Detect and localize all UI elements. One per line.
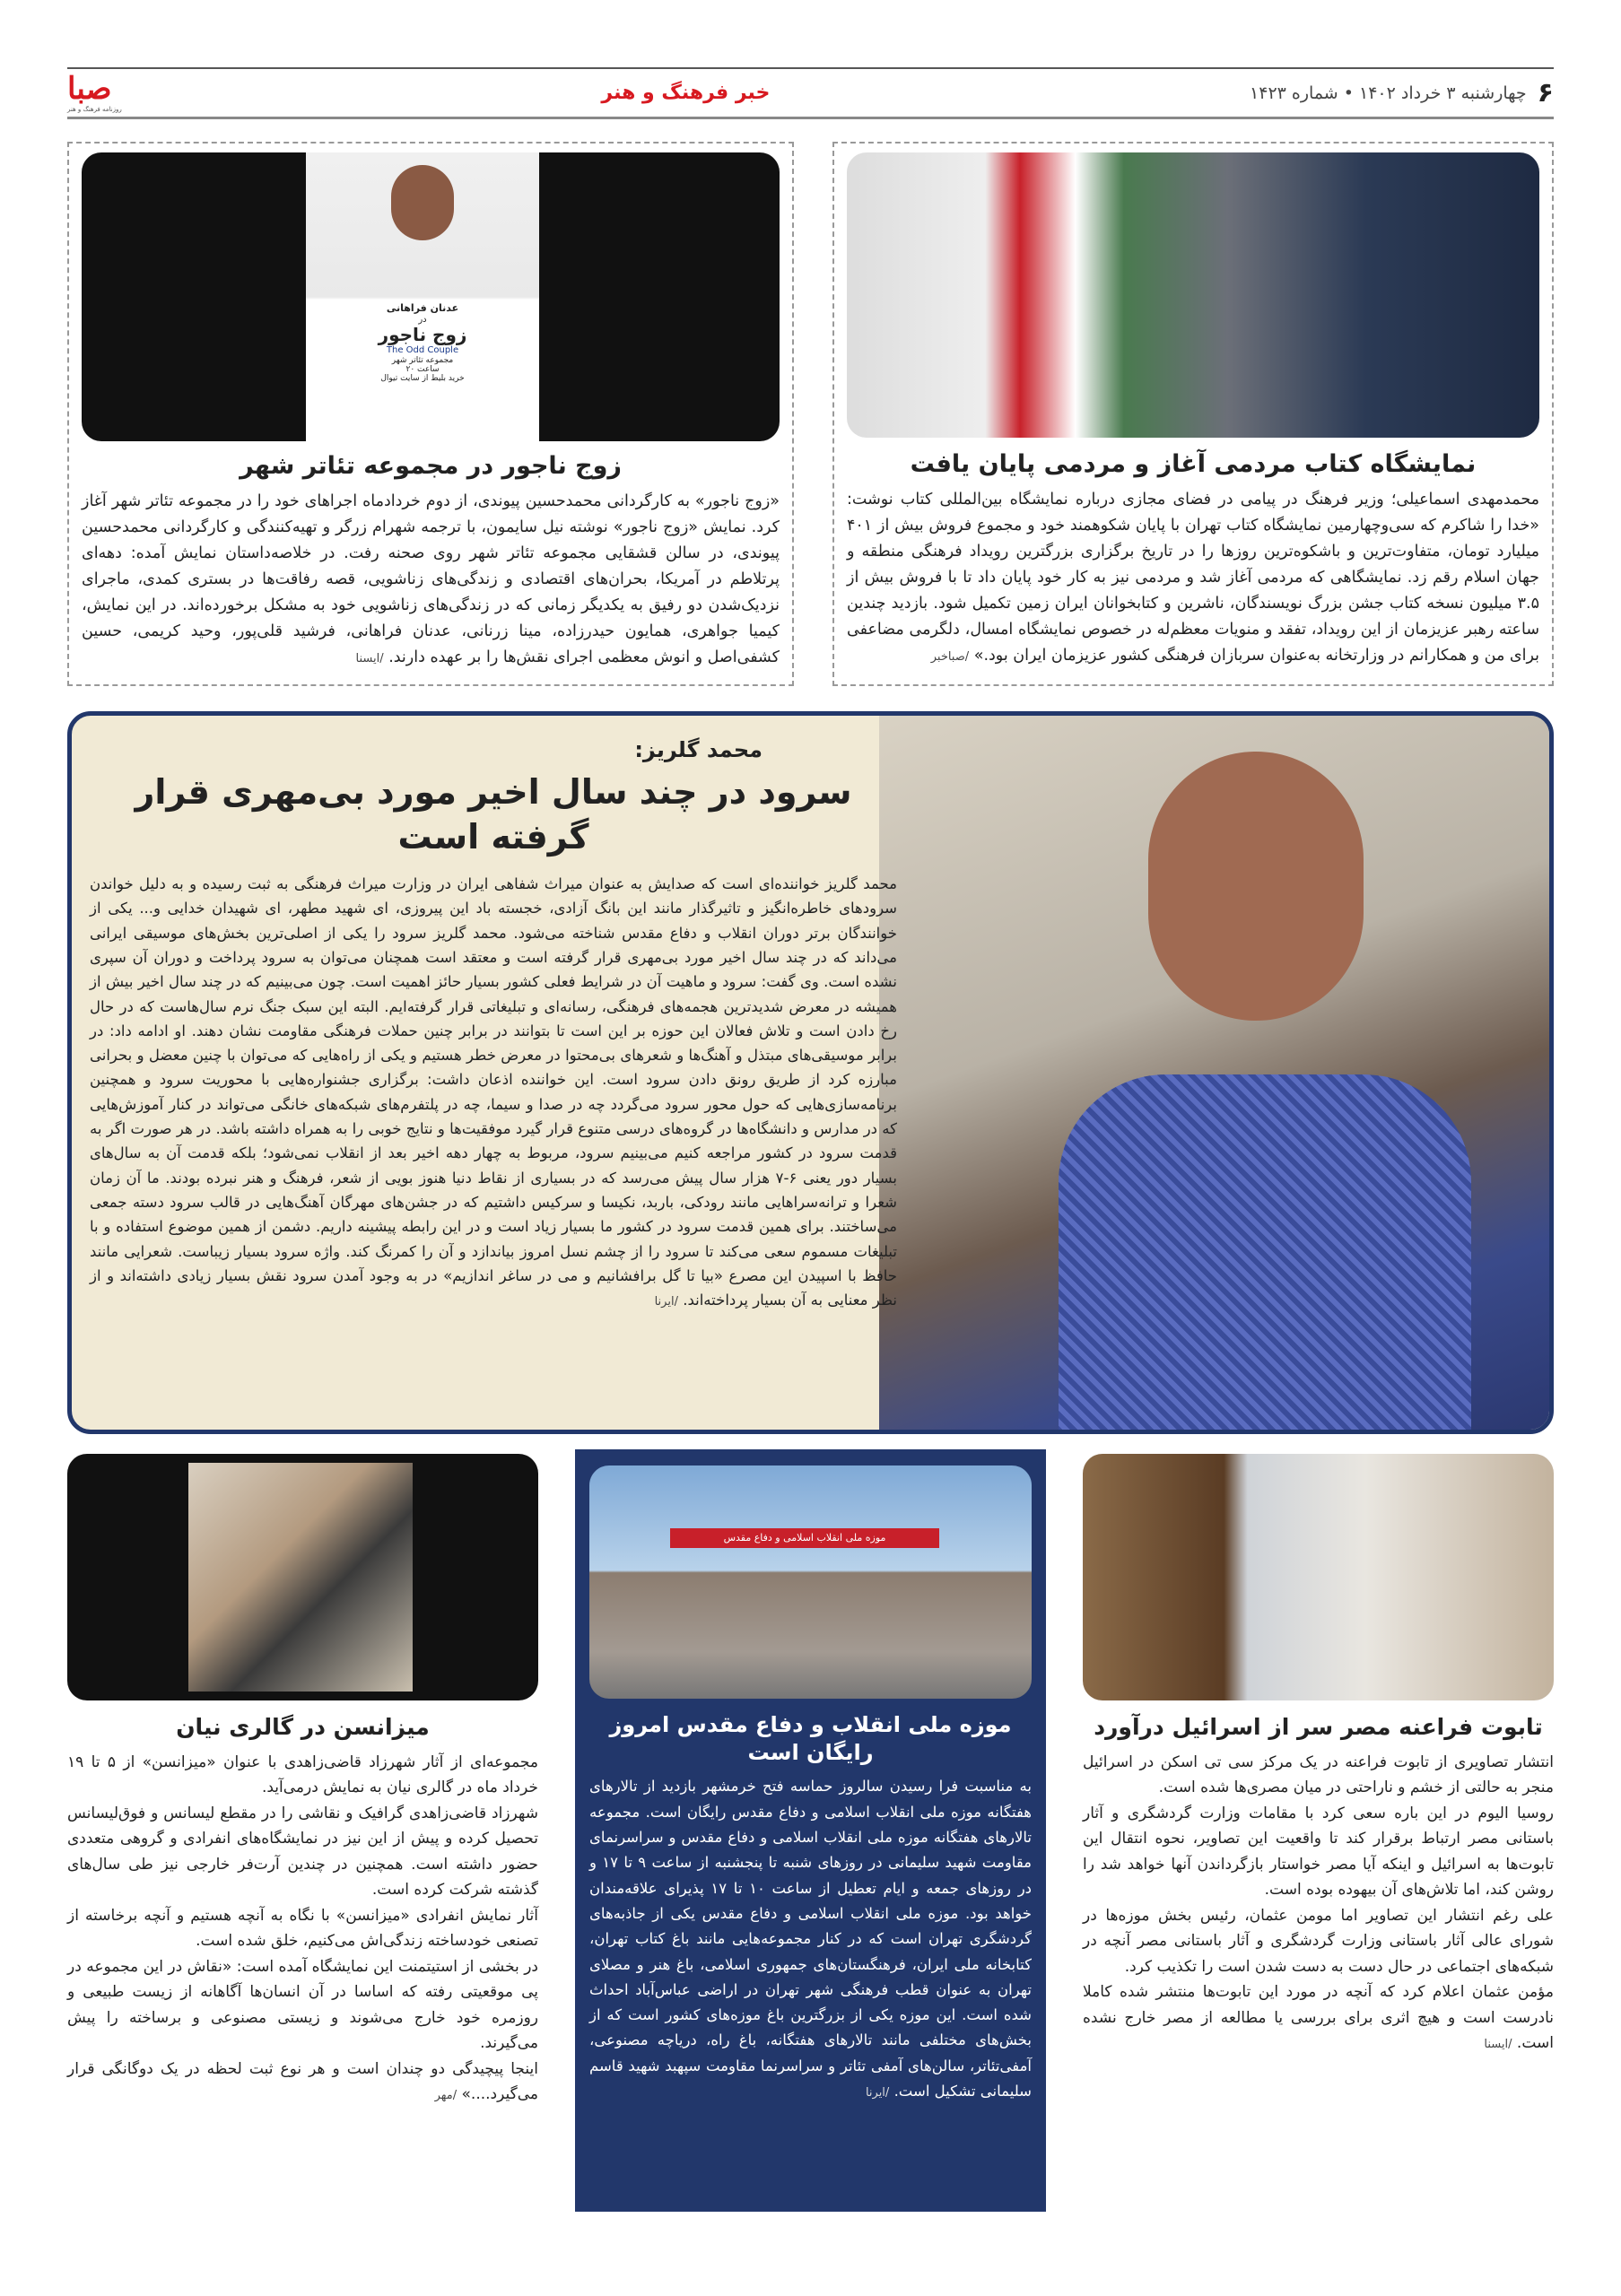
paragraph: انتشار تصاویری از تابوت فراعنه در یک مرکز سی تی اسکن در اسرائیل منجر به حالتی از خشم و ناراحتی در میان مصری‌ها شده است. <box>1083 1752 1554 1797</box>
poster-line: عدنان فراهانی <box>386 302 459 314</box>
coffin-body <box>1083 1750 1554 2058</box>
feature-body <box>90 872 897 1314</box>
page-header <box>67 67 1554 119</box>
museum-body <box>589 1774 1032 2106</box>
paragraph: روسیا الیوم در این باره سعی کرد با مقامات وزارت گردشگری و آثار باستانی مصر ارتباط برقرار کند تا واقعیت این تصاویر، نحوه انتقال این تابوت‌ها به اسرائیل و اینکه آیا مصر خواستار بازگرداندن آنها خواهد شد را روشن کند، اما تلاش‌های آن بیهوده بوده است. <box>1083 1804 1554 1900</box>
book-fair-body <box>847 487 1539 670</box>
body-text: محمد گلریز خواننده‌ای است که صدایش به عنوان میراث شفاهی ایران در وزارت میراث فرهنگی به ثبت رسیده و به دلیل خواندن سرودهای خاطره‌انگیز و تاثیرگذار مانند این بانگ آزادی، خجسته باد این پیروزی، ای شهید مطهر، ای شهیدان خدایی و... یکی از خوانندگان برتر دوران انقلاب و دفاع مقدس شناخته می‌شود. محمد گلریز سرود را یکی از اصلی‌ترین بخش‌های موسیقی ایرانی می‌داند که در چند سال اخیر مورد بی‌مهری قرار گرفته است و معتقد است همچنان می‌توان به سرود پرداخت و دوران آن سپری نشده است. وی گفت: سرود و ماهیت آن در شرایط فعلی کشور بسیار حائز اهمیت است. چون می‌بینیم که در چند سال اخیر بیش از همیشه در معرض شدیدترین هجمه‌های فرهنگی، رسانه‌ای و تبلیغاتی قرار گرفته‌ایم. البته این سبک جنگ نرم سال‌هاست که در حال رخ دادن است و تلاش فعالان این حوزه بر این است تا بتوانند در برابر چنین حملات فرهنگی مقاومت نشان دهند. او ادامه داد: در برابر موسیقی‌های مبتذل و آهنگ‌ها و شعرهای بی‌محتوا در معرض خطر هستیم و یکی از راه‌هایی که می‌توان با چنین معضل و بحرانی مبارزه کرد از طریق رونق دادن سرود است. این خواننده اذعان داشت: برگزاری جشنواره‌هایی با محوریت سرود و همچنین برنامه‌سازی‌هایی که حول محور سرود می‌گردد چه در صدا و سیما، چه در پلتفرم‌های شبکه‌های خانگی می‌تواند در کنار آموزش‌هایی که در مدارس و دانشگاه‌ها در گروه‌های درسی متنوع قرار گیرد موفقیت‌ها و نتایج خوبی را به همراه داشته باشد. در هر صورت اگر به قدمت سرود در کشور مراجعه کنیم می‌بینیم سرود، مربوط به چهار دهه اخیر بعد از انقلاب نمی‌شود؛ بلکه قدمت آن به سال‌های بسیار دور یعنی ۶-۷ هزار سال پیش می‌رسد که در بسیاری از نقاط دنیا هنوز بویی از شعر، فرهنگ و هنر نبرده بودند. ما آن زمان شعرا و ترانه‌سراهایی مانند رودکی، باربد، نکیسا و سرکیس داشتیم که در جشن‌های مهرگان آهنگ‌هایی در قالب سرود دسته جمعی می‌ساختند. برای همین قدمت سرود در کشور ما بسیار زیاد است و در این رابطه پیشینه داریم. دشمن از همین موضوع استفاده و با تبلیغات مسموم سعی می‌کند تا سرود را از چشم نسل امروز بیاندازد و آن را کمرنگ کند. واژه سرود بسیار زیباست. شعرایی مانند حافظ با اسپیدن این مصرع «بیا تا گل برافشانیم و می در ساغر اندازیم» در به وجود آمدن سرود نقش بسیار زیادی داشته‌اند و از نظر معنایی به آن بسیار پرداخته‌اند. <box>90 875 897 1309</box>
logo-subtitle: روزنامه فرهنگ و هنر <box>67 106 122 113</box>
date-issue: چهارشنبه ۳ خرداد ۱۴۰۲ • شماره ۱۴۲۳ <box>1250 83 1527 103</box>
feature-kicker: محمد گلریز: <box>634 737 763 763</box>
odd-couple-article <box>67 142 794 686</box>
body-text: «زوج ناجور» به کارگردانی محمدحسین پیوندی، از دوم خردادماه اجراهای خود را در مجموعه تئاتر شهر آغاز کرد. نمایش «زوج ناجور» نوشته نیل سایمون، با ترجمه شهرام زرگر و تهیه‌کنندگی و کارگردانی محمدحسین پیوندی، در سالن قشقایی مجموعه تئاتر شهر روی صحنه رفت. در خلاصه‌داستان نمایش آمده: دهه‌ای پرتلاطم در آمریکا، بحران‌های اقتصادی و زندگی‌های زناشویی، قصه رفاقت‌ها در بستری کمدی، ماجرای نزدیک‌شدن دو رفیق به یکدیگر زمانی که در زندگی‌های زناشویی خود به مشکل برخورده‌اند. در این نمایش، کیمیا جواهری، همایون حیدرزاده، مینا زرنانی، عدنان فراهانی، فرشید قلی‌پور، وحید کریمی، حسین کشفی‌اصل و انوش معظمی اجرای نقش‌ها را بر عهده دارند. <box>82 492 780 667</box>
source: /ایسنا <box>355 652 384 666</box>
paragraph: اینجا پیچیدگی دو چندان است و هر نوع ثبت لحظه در یک دوگانگی قرار می‌گیرد....» <box>67 2059 538 2104</box>
book-fair-headline: نمایشگاه کتاب مردمی آغاز و مردمی پایان یافت <box>910 450 1477 478</box>
paragraph: مؤمن عثمان اعلام کرد که آنچه در مورد این تابوت‌ها منتشر شده کاملا نادرست است و هیچ اثری برای بررسی یا مطالعه از مصر خارج نشده است. <box>1083 1983 1554 2053</box>
museum-sign: موزه ملی انقلاب اسلامی و دفاع مقدس <box>670 1528 939 1548</box>
odd-couple-headline: زوج ناجور در مجموعه تئاتر شهر <box>240 452 622 480</box>
golriz-photo <box>879 716 1554 1430</box>
poster-line: در <box>418 314 427 325</box>
top-row <box>67 142 1554 686</box>
poster-line: مجموعه تئاتر شهر <box>391 355 454 365</box>
paragraph: در بخشی از استیتمنت این نمایشگاه آمده است: «نقاش در این مجموعه در پی موقعیتی رفته که اساسا در آن انسان‌ها آگاهانه از زیست طبیعی و روزمره خود خارج می‌شوند و زیستی مصنوعی و برساخته را پیش می‌گیرند. <box>67 1957 538 2053</box>
paragraph: مجموعه‌ای از آثار شهرزاد قاضی‌زاهدی با عنوان «میزانسن» از ۵ تا ۱۹ خرداد ماه در گالری نیان به نمایش درمی‌آید. <box>67 1752 538 1797</box>
paragraph: آثار نمایش انفرادی «میزانسن» با نگاه به آنچه هستیم و آنچه برخاسته از تصنعی خودساخته زندگی‌اش می‌کنیم، خلق شده است. <box>67 1906 538 1951</box>
painting-photo <box>67 1454 538 1700</box>
section-title: خبر فرهنگ و هنر <box>601 82 771 104</box>
source: /ایسنا <box>1484 2038 1512 2052</box>
mise-en-scene-article <box>67 1454 538 2109</box>
poster-line: خرید بلیط از سایت تیوال <box>380 374 465 384</box>
poster-line: زوج ناجور <box>378 324 467 346</box>
source: /ایرنا <box>654 1295 678 1309</box>
mise-body <box>67 1750 538 2109</box>
actor-face <box>391 165 454 240</box>
source: /مهر <box>434 2089 458 2103</box>
mise-headline: میزانسن در گالری نیان <box>176 1714 430 1741</box>
museum-headline: موزه ملی انقلاب و دفاع مقدس امروز رایگان است <box>609 1712 1012 1766</box>
logo: صبا <box>67 71 112 107</box>
paragraph: شهرزاد قاضی‌زاهدی گرافیک و نقاشی را در مقطع لیسانس و فوق‌لیسانس تحصیل کرده و پیش از این نیز در نمایشگاه‌های انفرادی و گروهی متعددی حضور داشته است. همچنین در چندین آرت‌فر خارجی نیز طی سال‌های گذشته شرکت کرده است. <box>67 1804 538 1900</box>
logo-block <box>67 72 122 114</box>
poster-line: ساعت ۲۰ <box>405 364 440 374</box>
museum-photo <box>589 1465 1032 1699</box>
coffin-headline: تابوت فراعنه مصر سر از اسرائیل درآورد <box>1094 1714 1543 1741</box>
paragraph: علی رغم انتشار این تصاویر اما مومن عثمان، رئیس بخش موزه‌ها در شورای عالی آثار باستانی وزارت گردشگری و آثار باستانی مصر آنچه در شبکه‌های اجتماعی در حال دست به دست شدن است را تکذیب کرد. <box>1083 1906 1554 1976</box>
coffin-photo <box>1083 1454 1554 1700</box>
poster-photo <box>82 152 780 441</box>
body-text: محمدمهدی اسماعیلی؛ وزیر فرهنگ در پیامی در فضای مجازی درباره نمایشگاه بین‌المللی کتاب نوشت: «خدا را شاکرم که سی‌وچهارمین نمایشگاه کتاب تهران با پایان شکوهمند خود و مجموع فروش بیش از ۴۰۱ میلیارد تومان، متفاوت‌ترین و باشکوه‌ترین روزها را در تاریخ برگزاری بزرگترین رویداد فرهنگی منطقه و جهان اسلام رقم زد. نمایشگاهی که مردمی آغاز شد و مردمی نیز به کار خود پایان داد تا با فروش بیش از ۳.۵ میلیون نسخه کتاب جشن بزرگ نویسندگان، ناشرین و کتابخوانان ایران زمین تکمیل شود. بازدید چندین ساعته رهبر عزیزمان از این رویداد، تفقد و منویات معظم‌له در خصوص نمایشگاه امسال، دلگرمی مضاعفی برای من و همکارانم در وزارتخانه به‌عنوان سربازان فرهنگی کشور عزیزمان ایران بود.» <box>847 491 1539 665</box>
source: /ایرنا <box>865 2086 890 2100</box>
page-number: ۶ <box>1537 76 1554 109</box>
bottom-row <box>67 1454 1554 2212</box>
source: /صباخبر <box>930 650 970 665</box>
golriz-feature <box>67 711 1554 1434</box>
poster-line: The Odd Couple <box>386 345 459 356</box>
book-fair-article <box>832 142 1554 686</box>
odd-couple-body <box>82 489 780 672</box>
minister-photo <box>847 152 1539 438</box>
feature-headline: سرود در چند سال اخیر مورد بی‌مهری قرار گرفته است <box>135 772 852 857</box>
header-meta <box>1250 78 1554 109</box>
body-text: به مناسبت فرا رسیدن سالروز حماسه فتح خرمشهر بازدید از تالارهای هفتگانه موزه ملی انقلاب اسلامی و دفاع مقدس رایگان است. مجموعه تالارهای هفتگانه موزه ملی انقلاب اسلامی و دفاع مقدس و سراسرنمای مقاومت شهید سلیمانی در روزهای شنبه تا پنجشنبه از ساعت ۹ تا ۱۷ و در روزهای جمعه و ایام تعطیل از ساعت ۱۰ تا ۱۷ پذیرای علاقه‌مندان خواهد بود. موزه ملی انقلاب اسلامی و دفاع مقدس یکی از جاذبه‌های گردشگری تهران است که در کنار مجموعه‌هایی مانند باغ کتاب تهران، کتابخانه ملی ایران، فرهنگستان‌های جمهوری اسلامی، باغ هنر و مصلای تهران به عنوان قطب فرهنگی شهر تهران در اراضی عباس‌آباد احداث شده است. این موزه یکی از بزرگترین باغ موزه‌های کشور است که از بخش‌های مختلفی مانند تالارهای هفتگانه، باغ راه، دریاچه مصنوعی، آمفی‌تئاتر، سالن‌های آمفی تئاتر و سراسرنما مقاومت سپهبد شهید قاسم سلیمانی تشکیل است. <box>589 1778 1033 2100</box>
museum-article <box>575 1449 1046 2212</box>
coffin-article <box>1083 1454 1554 2058</box>
